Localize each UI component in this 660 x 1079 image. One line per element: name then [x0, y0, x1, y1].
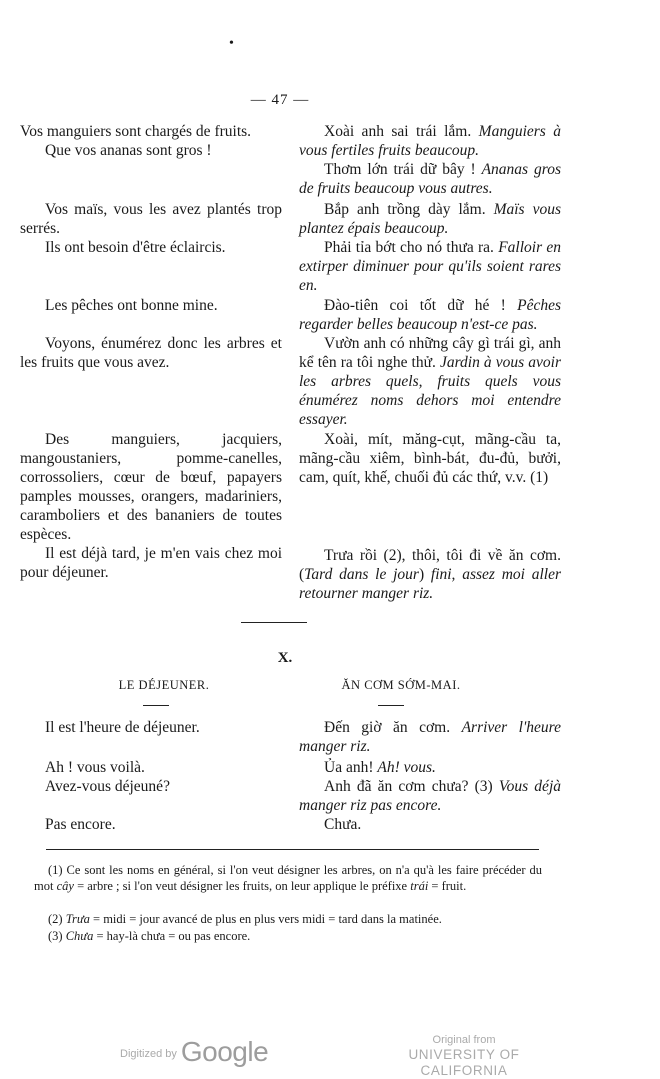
vietnamese-column	[299, 758, 561, 815]
footnote: (2) Trưa = midi = jour avancé de plus en plus vers midi = tard dans la matinée.	[48, 912, 442, 926]
french-line: Ah ! vous voilà.	[45, 759, 145, 776]
french-section-title: LE DÉJEUNER.	[118, 678, 210, 692]
french-column	[20, 815, 282, 834]
french-column	[20, 200, 282, 257]
vietnamese-line	[299, 238, 561, 295]
vietnamese-column	[299, 122, 561, 198]
vietnamese-column	[299, 546, 561, 603]
french-line: Avez-vous déjeuné?	[45, 778, 170, 795]
vietnamese-text: Bắp anh trồng dày lắm.	[324, 201, 494, 218]
french-column	[20, 758, 282, 796]
vietnamese-line	[299, 334, 561, 429]
vietnamese-line	[299, 758, 561, 777]
page-number: — 47 —	[250, 92, 310, 108]
vietnamese-column	[299, 430, 561, 487]
vietnamese-column	[299, 200, 561, 295]
vietnamese-column	[299, 718, 561, 756]
french-column	[20, 296, 282, 315]
footnote: (3) Chưa = hay-là chưa = ou pas encore.	[48, 929, 251, 943]
section-number: X.	[277, 650, 293, 666]
french-column	[20, 718, 282, 737]
literal-translation: Falloir en extirper diminuer pour qu'ils soient rares en.	[299, 239, 561, 294]
vietnamese-column	[299, 334, 561, 429]
french-line: Vos maïs, vous les avez plantés trop serrés.	[20, 201, 282, 237]
vietnamese-line	[299, 718, 561, 756]
literal-translation: Pêches regarder belles beaucoup n'est-ce pas.	[299, 297, 561, 333]
vietnamese-text: Ủa anh!	[324, 759, 378, 776]
vietnamese-line	[299, 160, 561, 198]
page-marker: •	[229, 36, 234, 51]
french-line: Il est déjà tard, je m'en vais chez moi pour déjeuner.	[20, 545, 282, 581]
vietnamese-text: Trưa rồi (2), thôi, tôi đi về ăn cơm. (	[299, 547, 561, 583]
french-line: Les pêches ont bonne mine.	[45, 297, 218, 314]
vietnamese-section-title: ĂN CƠM SỚM-MAI.	[341, 678, 461, 692]
vietnamese-line	[299, 777, 561, 815]
vietnamese-line	[299, 546, 561, 603]
vietnamese-line	[299, 815, 561, 834]
section-divider	[241, 622, 307, 623]
french-column	[20, 544, 282, 582]
literal-translation: Ah! vous.	[377, 759, 436, 776]
vietnamese-line	[299, 200, 561, 238]
french-line: Voyons, énumérez donc les arbres et les fruits que vous avez.	[20, 335, 282, 371]
vietnamese-text: Đến giờ ăn cơm.	[324, 719, 462, 736]
vietnamese-line	[299, 122, 561, 160]
vietnamese-text: Thơm lớn trái dữ bây !	[324, 161, 482, 178]
digitized-by-watermark	[120, 1036, 268, 1068]
vietnamese-text: Xoài anh sai trái lắm.	[324, 123, 479, 140]
literal-translation: Arriver l'heure manger riz.	[299, 719, 562, 755]
literal-translation: fini, assez moi aller retourner manger riz.	[299, 566, 561, 602]
french-line: Ils ont besoin d'être éclaircis.	[45, 239, 226, 256]
vietnamese-text: Phải tỉa bớt cho nó thưa ra.	[324, 239, 499, 256]
vietnamese-text: Chưa.	[324, 816, 362, 833]
google-logo: Google	[180, 1036, 269, 1067]
vietnamese-line	[299, 430, 561, 487]
literal-translation: Jardin à vous avoir les arbres quels, fruits quels vous énumérez noms dehors moi entendre essayer.	[299, 354, 561, 428]
vietnamese-text: Xoài, mít, măng-cụt, mãng-cầu ta, mãng-cầu xiêm, bình-bát, đu-đủ, bưởi, cam, quít, khế, chuối đủ các thứ, v.v. (1)	[299, 431, 561, 486]
original-from-watermark	[378, 1034, 550, 1079]
french-column	[20, 430, 282, 544]
digitized-label: Digitized by	[120, 1048, 177, 1060]
literal-translation: Vous déjà manger riz pas encore.	[299, 778, 561, 814]
footnote-divider	[46, 849, 539, 850]
literal-translation: Manguiers à vous fertiles fruits beaucoup.	[299, 123, 561, 159]
vietnamese-column	[299, 815, 561, 834]
french-line: Vos manguiers sont chargés de fruits.	[20, 123, 252, 140]
vietnamese-text: )	[418, 566, 431, 583]
title-underline	[143, 705, 169, 706]
literal-translation: Tard dans le jour	[304, 566, 419, 583]
original-from-label: Original from	[432, 1034, 496, 1046]
french-column	[20, 122, 282, 160]
french-line: Que vos ananas sont gros !	[45, 142, 212, 159]
vietnamese-text: Vườn anh có những cây gì trái gì, anh kể tên ra tôi nghe thử.	[299, 335, 561, 371]
literal-translation: Maïs vous plantez épais beaucoup.	[299, 201, 561, 237]
vietnamese-text: Đào-tiên coi tốt dữ hé !	[324, 297, 518, 314]
vietnamese-line	[299, 296, 561, 334]
footnote: (1) Ce sont les noms en général, si l'on veut désigner les arbres, on n'a qu'à les faire précéder du mot cây = arbre ; si l'on veut désigner les fruits, on leur applique le préfixe trái = fruit.	[34, 863, 543, 893]
french-line: Des manguiers, jacquiers, mangoustaniers, pomme-canelles, corrossoliers, cœur de bœuf, papayers pamples mousses, orangers, madariniers, caramboliers et des bananiers de toutes espèces.	[20, 431, 282, 543]
vietnamese-text: Anh đã ăn cơm chưa? (3)	[324, 778, 499, 795]
french-line: Pas encore.	[45, 816, 116, 833]
title-underline	[378, 705, 404, 706]
vietnamese-column	[299, 296, 561, 334]
university-label: UNIVERSITY OF CALIFORNIA	[408, 1047, 520, 1078]
literal-translation: Ananas gros de fruits beaucoup vous autres.	[299, 161, 561, 197]
french-line: Il est l'heure de déjeuner.	[45, 719, 200, 736]
french-column	[20, 334, 282, 372]
